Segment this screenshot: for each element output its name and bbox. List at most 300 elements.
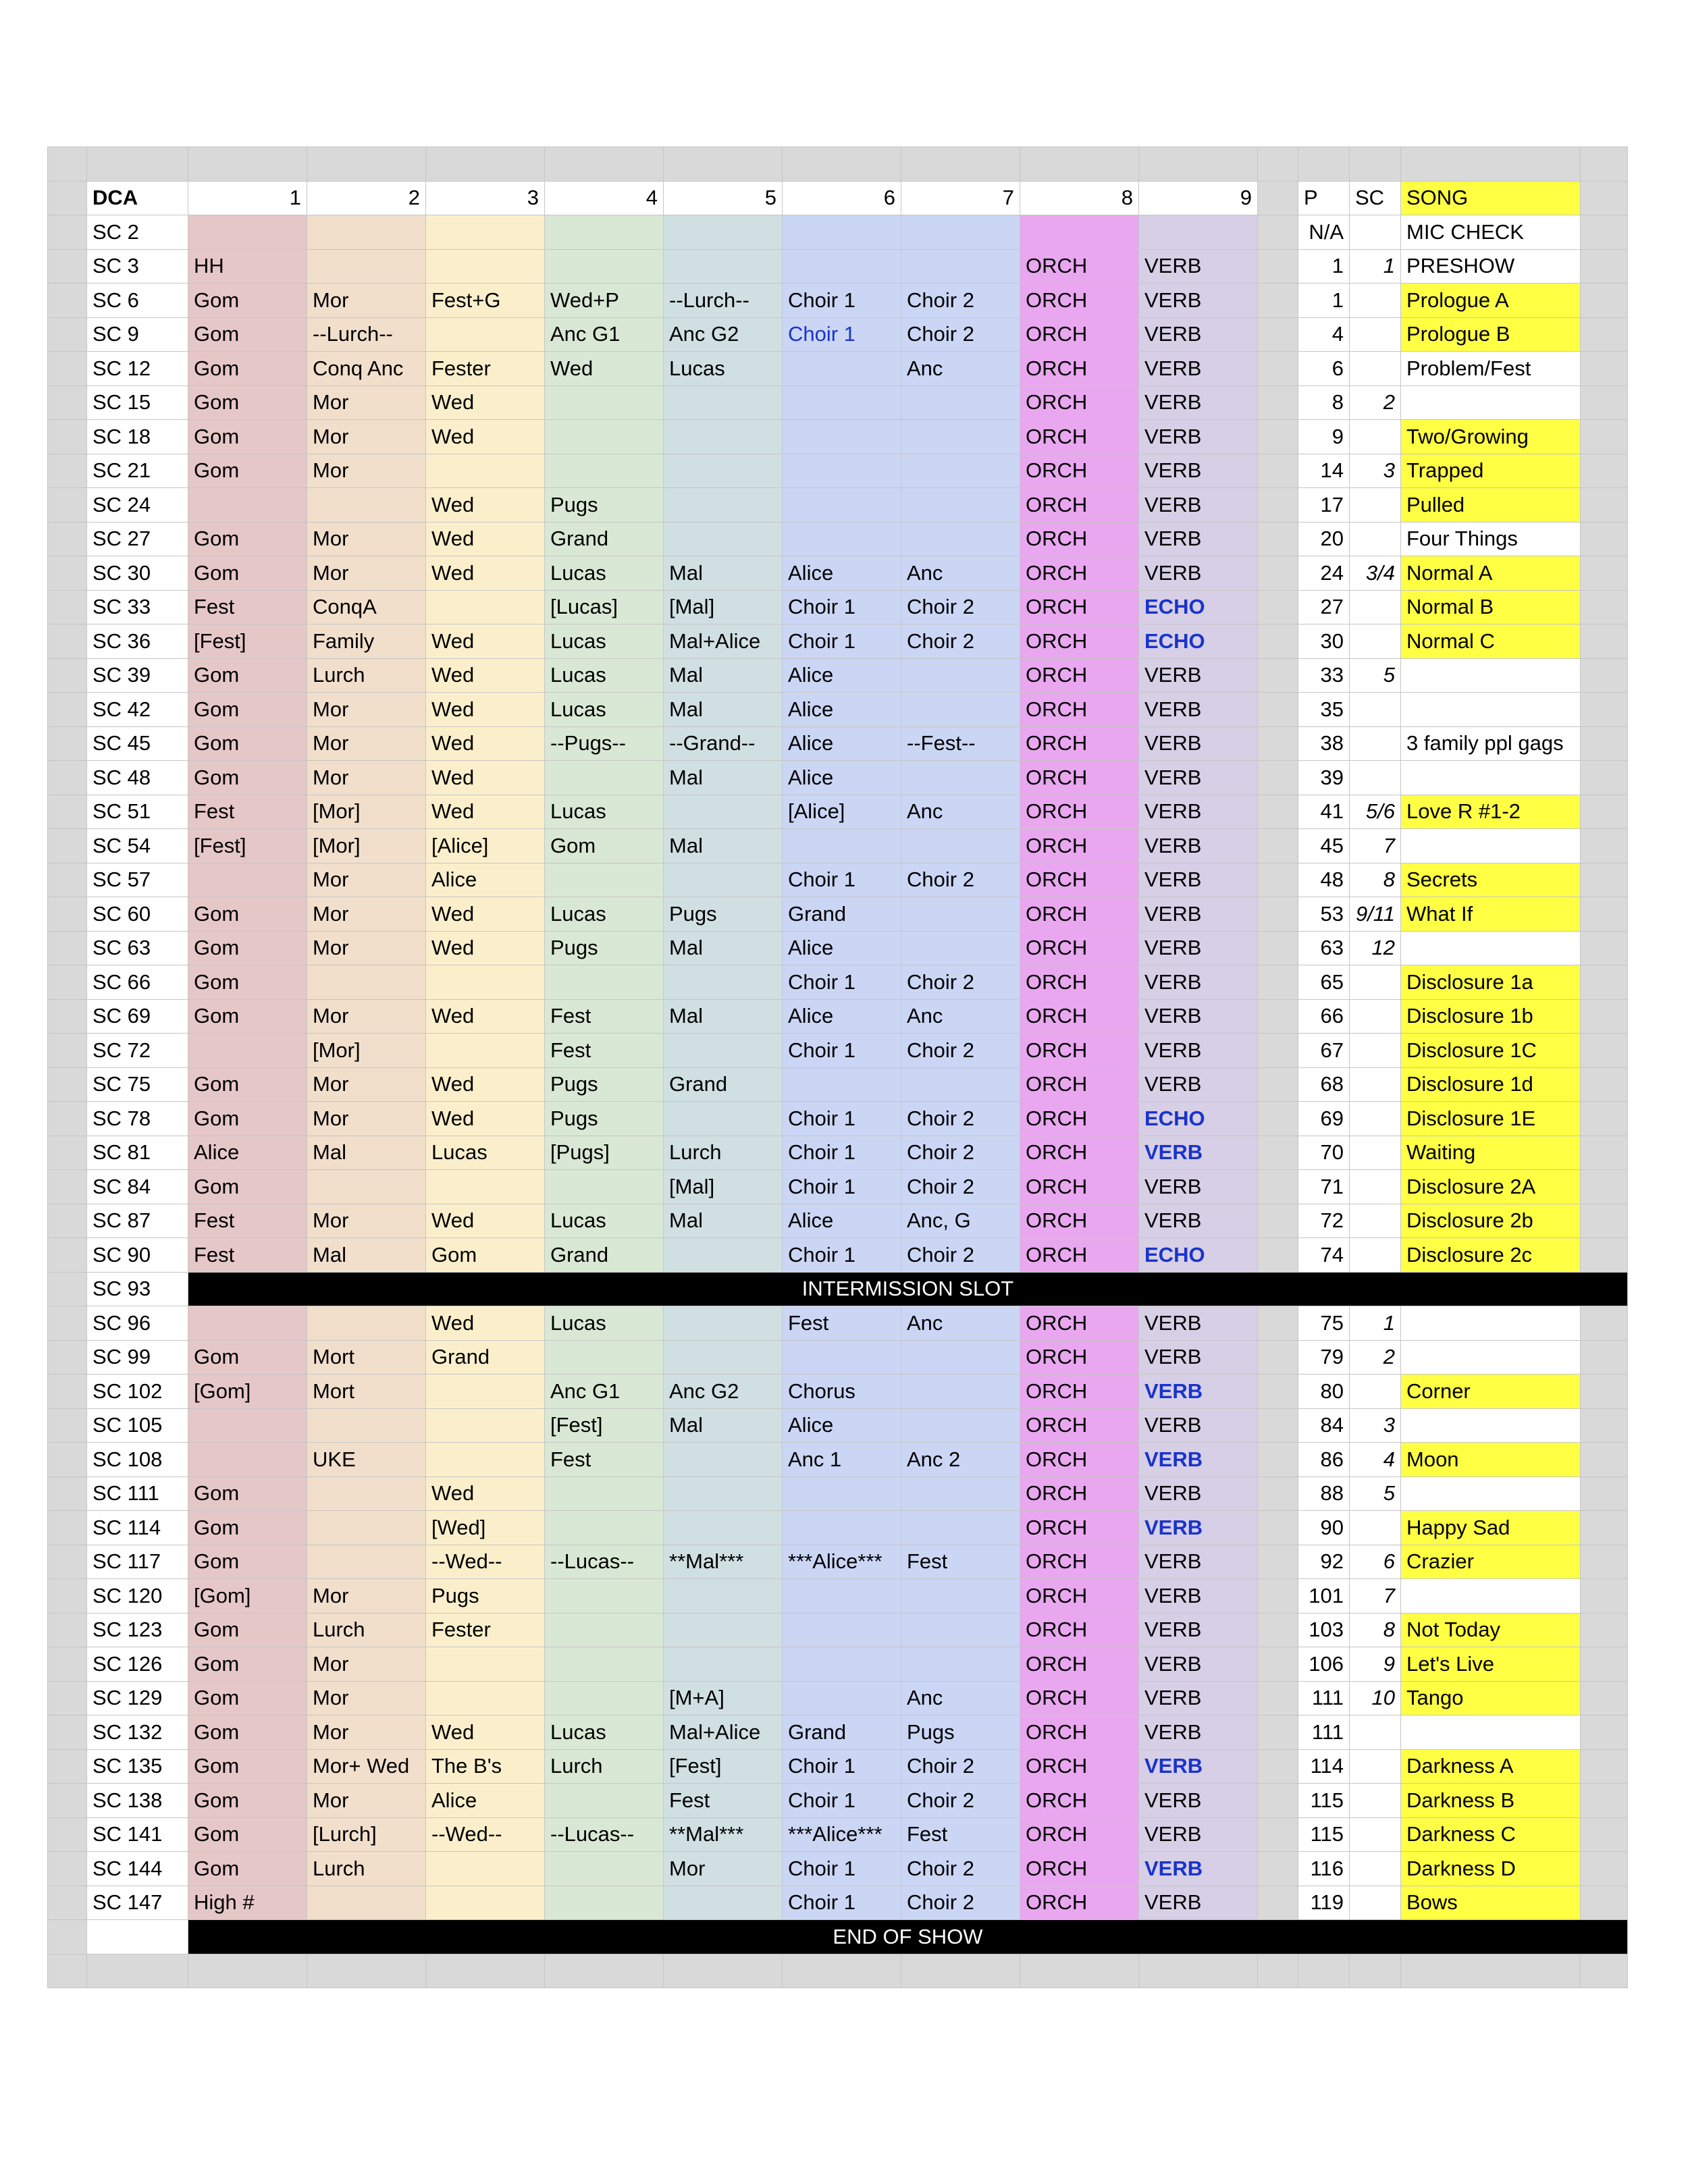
scene-number[interactable]: 6 [1350, 1545, 1401, 1579]
scene-label[interactable]: SC 9 [87, 317, 188, 352]
dca-cell-8[interactable]: ORCH [1020, 1647, 1139, 1682]
dca-cell-9[interactable]: VERB [1139, 1511, 1258, 1545]
dca-cell-2[interactable] [307, 965, 426, 1000]
dca-cell-5[interactable] [664, 385, 783, 420]
dca-cell-7[interactable] [901, 1375, 1020, 1409]
scene-number[interactable] [1350, 624, 1401, 659]
song-name[interactable] [1401, 1340, 1581, 1375]
dca-cell-7[interactable] [901, 1340, 1020, 1375]
dca-cell-9[interactable]: VERB [1139, 863, 1258, 897]
scene-label[interactable]: SC 99 [87, 1340, 188, 1375]
dca-cell-1[interactable]: Gom [188, 1102, 307, 1136]
dca-cell-4[interactable]: [Pugs] [545, 1136, 664, 1170]
dca-cell-8[interactable]: ORCH [1020, 1102, 1139, 1136]
dca-cell-6[interactable]: Alice [783, 999, 901, 1034]
song-name[interactable]: Disclosure 1b [1401, 999, 1581, 1034]
dca-cell-4[interactable]: Fest [545, 999, 664, 1034]
dca-cell-4[interactable] [545, 965, 664, 1000]
dca-cell-6[interactable]: Alice [783, 693, 901, 727]
scene-label[interactable]: SC 90 [87, 1238, 188, 1273]
dca-cell-2[interactable]: Lurch [307, 1613, 426, 1647]
dca-cell-1[interactable]: Gom [188, 1067, 307, 1102]
dca-cell-4[interactable] [545, 863, 664, 897]
dca-cell-4[interactable]: Grand [545, 1238, 664, 1273]
dca-cell-8[interactable]: ORCH [1020, 1613, 1139, 1647]
dca-cell-2[interactable]: Mor+ Wed [307, 1749, 426, 1784]
dca-cell-2[interactable]: Mor [307, 1715, 426, 1750]
dca-cell-9[interactable]: ECHO [1139, 1238, 1258, 1273]
dca-cell-9[interactable]: ECHO [1139, 590, 1258, 624]
scene-number[interactable]: 5 [1350, 1476, 1401, 1511]
dca-cell-7[interactable] [901, 829, 1020, 863]
dca-cell-4[interactable] [545, 1784, 664, 1818]
dca-cell-8[interactable]: ORCH [1020, 1579, 1139, 1614]
dca-cell-2[interactable]: --Lurch-- [307, 317, 426, 352]
dca-cell-6[interactable]: Choir 1 [783, 1784, 901, 1818]
dca-cell-9[interactable]: VERB [1139, 1443, 1258, 1477]
dca-cell-3[interactable]: [Wed] [426, 1511, 545, 1545]
song-name[interactable] [1401, 1408, 1581, 1443]
page-number[interactable]: 65 [1298, 965, 1350, 1000]
song-name[interactable]: Disclosure 1d [1401, 1067, 1581, 1102]
scene-number[interactable]: 1 [1350, 1306, 1401, 1341]
dca-cell-6[interactable] [783, 420, 901, 454]
dca-cell-6[interactable] [783, 1067, 901, 1102]
dca-cell-1[interactable] [188, 1408, 307, 1443]
dca-cell-5[interactable]: Mal [664, 1408, 783, 1443]
dca-cell-6[interactable] [783, 1511, 901, 1545]
scene-number[interactable] [1350, 1886, 1401, 1920]
dca-cell-7[interactable] [901, 693, 1020, 727]
song-name[interactable]: Trapped [1401, 454, 1581, 488]
dca-cell-4[interactable]: Grand [545, 522, 664, 556]
dca-cell-9[interactable]: VERB [1139, 249, 1258, 284]
scene-label[interactable]: SC 138 [87, 1784, 188, 1818]
dca-cell-5[interactable] [664, 522, 783, 556]
page-number[interactable]: 45 [1298, 829, 1350, 863]
scene-label[interactable]: SC 147 [87, 1886, 188, 1920]
page-number[interactable]: 86 [1298, 1443, 1350, 1477]
dca-cell-8[interactable]: ORCH [1020, 522, 1139, 556]
dca-cell-3[interactable]: Wed [426, 931, 545, 965]
dca-cell-6[interactable] [783, 249, 901, 284]
dca-cell-2[interactable]: Mort [307, 1340, 426, 1375]
dca-cell-3[interactable]: Wed [426, 999, 545, 1034]
page-number[interactable]: 70 [1298, 1136, 1350, 1170]
song-name[interactable]: Darkness B [1401, 1784, 1581, 1818]
dca-cell-1[interactable]: Gom [188, 693, 307, 727]
page-number[interactable]: 63 [1298, 931, 1350, 965]
dca-cell-7[interactable]: Anc [901, 1306, 1020, 1341]
dca-cell-7[interactable]: Choir 2 [901, 863, 1020, 897]
dca-cell-5[interactable]: [Mal] [664, 590, 783, 624]
dca-cell-5[interactable]: Grand [664, 1067, 783, 1102]
scene-label[interactable]: SC 57 [87, 863, 188, 897]
scene-label[interactable]: SC 33 [87, 590, 188, 624]
dca-cell-8[interactable]: ORCH [1020, 624, 1139, 659]
dca-cell-3[interactable]: --Wed-- [426, 1545, 545, 1579]
page-number[interactable]: 88 [1298, 1476, 1350, 1511]
dca-cell-4[interactable]: Lucas [545, 897, 664, 932]
page-number[interactable]: 69 [1298, 1102, 1350, 1136]
scene-number[interactable]: 9 [1350, 1647, 1401, 1682]
dca-cell-3[interactable]: Wed [426, 522, 545, 556]
dca-cell-5[interactable] [664, 1443, 783, 1477]
scene-number[interactable] [1350, 1204, 1401, 1238]
dca-cell-1[interactable]: Gom [188, 761, 307, 795]
dca-cell-1[interactable]: High # [188, 1886, 307, 1920]
song-name[interactable]: Problem/Fest [1401, 352, 1581, 386]
dca-cell-5[interactable] [664, 1476, 783, 1511]
scene-label[interactable]: SC 21 [87, 454, 188, 488]
dca-cell-2[interactable]: Mor [307, 999, 426, 1034]
scene-label[interactable]: SC 60 [87, 897, 188, 932]
dca-cell-1[interactable]: [Fest] [188, 624, 307, 659]
song-name[interactable]: Disclosure 1C [1401, 1034, 1581, 1068]
dca-cell-9[interactable]: VERB [1139, 965, 1258, 1000]
dca-cell-9[interactable]: VERB [1139, 1340, 1258, 1375]
dca-cell-4[interactable]: Lucas [545, 1204, 664, 1238]
scene-label[interactable]: SC 24 [87, 488, 188, 523]
dca-cell-5[interactable] [664, 249, 783, 284]
dca-cell-6[interactable]: Choir 1 [783, 1170, 901, 1204]
dca-cell-7[interactable]: Choir 2 [901, 1034, 1020, 1068]
dca-cell-5[interactable]: **Mal*** [664, 1545, 783, 1579]
dca-cell-1[interactable]: Gom [188, 454, 307, 488]
dca-cell-9[interactable]: VERB [1139, 385, 1258, 420]
dca-cell-3[interactable] [426, 317, 545, 352]
dca-cell-1[interactable] [188, 215, 307, 250]
song-name[interactable]: Bows [1401, 1886, 1581, 1920]
dca-cell-3[interactable]: [Alice] [426, 829, 545, 863]
dca-cell-7[interactable] [901, 1067, 1020, 1102]
dca-cell-2[interactable]: Mor [307, 897, 426, 932]
dca-cell-2[interactable]: Mor [307, 522, 426, 556]
dca-cell-9[interactable]: VERB [1139, 1204, 1258, 1238]
song-name[interactable]: Not Today [1401, 1613, 1581, 1647]
dca-cell-3[interactable]: Fester [426, 352, 545, 386]
page-number[interactable]: 68 [1298, 1067, 1350, 1102]
scene-number[interactable] [1350, 590, 1401, 624]
scene-number[interactable]: 4 [1350, 1443, 1401, 1477]
scene-number[interactable]: 9/11 [1350, 897, 1401, 932]
dca-cell-8[interactable]: ORCH [1020, 249, 1139, 284]
dca-cell-7[interactable] [901, 1511, 1020, 1545]
dca-cell-4[interactable] [545, 249, 664, 284]
song-name[interactable] [1401, 658, 1581, 693]
dca-cell-8[interactable]: ORCH [1020, 1408, 1139, 1443]
page-number[interactable]: 71 [1298, 1170, 1350, 1204]
scene-number[interactable] [1350, 1749, 1401, 1784]
dca-cell-8[interactable]: ORCH [1020, 1852, 1139, 1886]
song-name[interactable] [1401, 1579, 1581, 1614]
scene-label[interactable]: SC 6 [87, 284, 188, 318]
song-name[interactable] [1401, 829, 1581, 863]
scene-label[interactable]: SC 75 [87, 1067, 188, 1102]
dca-cell-5[interactable]: Lurch [664, 1136, 783, 1170]
dca-cell-7[interactable] [901, 761, 1020, 795]
dca-cell-5[interactable] [664, 1511, 783, 1545]
scene-number[interactable]: 10 [1350, 1681, 1401, 1715]
dca-cell-5[interactable]: Mal [664, 658, 783, 693]
page-number[interactable]: 33 [1298, 658, 1350, 693]
dca-cell-6[interactable] [783, 1647, 901, 1682]
dca-cell-4[interactable]: Wed [545, 352, 664, 386]
song-name[interactable]: Corner [1401, 1375, 1581, 1409]
dca-cell-2[interactable]: Lurch [307, 1852, 426, 1886]
dca-cell-3[interactable]: Alice [426, 863, 545, 897]
scene-number[interactable] [1350, 1136, 1401, 1170]
dca-cell-7[interactable]: Choir 2 [901, 1102, 1020, 1136]
dca-cell-9[interactable]: VERB [1139, 1886, 1258, 1920]
dca-cell-5[interactable]: Mal [664, 761, 783, 795]
dca-cell-6[interactable]: Alice [783, 556, 901, 591]
dca-cell-5[interactable]: Mal [664, 556, 783, 591]
song-name[interactable]: 3 family ppl gags [1401, 726, 1581, 761]
dca-cell-9[interactable]: ECHO [1139, 624, 1258, 659]
song-name[interactable]: Normal B [1401, 590, 1581, 624]
dca-cell-6[interactable]: Choir 1 [783, 1136, 901, 1170]
dca-cell-7[interactable] [901, 249, 1020, 284]
dca-cell-1[interactable]: Gom [188, 658, 307, 693]
dca-cell-2[interactable]: [Mor] [307, 1034, 426, 1068]
page-number[interactable]: 14 [1298, 454, 1350, 488]
dca-cell-2[interactable] [307, 1886, 426, 1920]
header-p[interactable]: P [1298, 181, 1350, 215]
dca-cell-4[interactable]: Fest [545, 1034, 664, 1068]
dca-cell-1[interactable]: HH [188, 249, 307, 284]
dca-cell-5[interactable]: **Mal*** [664, 1817, 783, 1852]
dca-cell-3[interactable]: Wed [426, 488, 545, 523]
dca-cell-1[interactable]: Gom [188, 284, 307, 318]
dca-cell-9[interactable]: VERB [1139, 931, 1258, 965]
scene-label[interactable]: SC 51 [87, 795, 188, 829]
dca-cell-2[interactable]: Mor [307, 1204, 426, 1238]
scene-number[interactable]: 2 [1350, 1340, 1401, 1375]
dca-cell-3[interactable] [426, 965, 545, 1000]
scene-number[interactable] [1350, 1238, 1401, 1273]
scene-number[interactable] [1350, 999, 1401, 1034]
dca-cell-9[interactable]: VERB [1139, 1784, 1258, 1818]
dca-cell-2[interactable]: Mor [307, 863, 426, 897]
dca-cell-1[interactable] [188, 488, 307, 523]
scene-number[interactable]: 3 [1350, 454, 1401, 488]
dca-cell-4[interactable] [545, 454, 664, 488]
dca-cell-4[interactable]: [Lucas] [545, 590, 664, 624]
dca-cell-7[interactable]: Choir 2 [901, 1238, 1020, 1273]
dca-cell-2[interactable]: Mor [307, 1102, 426, 1136]
scene-number[interactable] [1350, 1034, 1401, 1068]
dca-cell-8[interactable]: ORCH [1020, 590, 1139, 624]
scene-label[interactable]: SC 102 [87, 1375, 188, 1409]
dca-cell-3[interactable] [426, 1647, 545, 1682]
dca-cell-8[interactable]: ORCH [1020, 1306, 1139, 1341]
scene-label[interactable]: SC 141 [87, 1817, 188, 1852]
page-number[interactable]: 38 [1298, 726, 1350, 761]
dca-cell-5[interactable]: Mal [664, 829, 783, 863]
dca-cell-2[interactable]: UKE [307, 1443, 426, 1477]
dca-cell-1[interactable]: Gom [188, 999, 307, 1034]
dca-cell-4[interactable] [545, 1511, 664, 1545]
scene-number[interactable]: 1 [1350, 249, 1401, 284]
dca-cell-1[interactable]: Gom [188, 1681, 307, 1715]
dca-cell-5[interactable] [664, 1034, 783, 1068]
song-name[interactable] [1401, 1715, 1581, 1750]
scene-label[interactable]: SC 15 [87, 385, 188, 420]
dca-cell-3[interactable]: Grand [426, 1340, 545, 1375]
scene-label[interactable]: SC 12 [87, 352, 188, 386]
dca-cell-8[interactable]: ORCH [1020, 1545, 1139, 1579]
scene-label[interactable]: SC 93 [87, 1272, 188, 1306]
dca-cell-1[interactable]: Gom [188, 1749, 307, 1784]
dca-cell-3[interactable] [426, 1852, 545, 1886]
dca-cell-7[interactable] [901, 215, 1020, 250]
dca-cell-5[interactable]: --Lurch-- [664, 284, 783, 318]
scene-label[interactable]: SC 66 [87, 965, 188, 1000]
dca-cell-2[interactable] [307, 1511, 426, 1545]
scene-label[interactable]: SC 36 [87, 624, 188, 659]
dca-cell-8[interactable]: ORCH [1020, 1817, 1139, 1852]
scene-number[interactable] [1350, 1511, 1401, 1545]
scene-label[interactable]: SC 3 [87, 249, 188, 284]
song-name[interactable]: Let's Live [1401, 1647, 1581, 1682]
dca-cell-5[interactable]: Anc G2 [664, 317, 783, 352]
dca-cell-4[interactable] [545, 1170, 664, 1204]
dca-cell-7[interactable]: Pugs [901, 1715, 1020, 1750]
dca-cell-4[interactable] [545, 1852, 664, 1886]
song-name[interactable]: Four Things [1401, 522, 1581, 556]
dca-cell-8[interactable]: ORCH [1020, 1375, 1139, 1409]
dca-cell-1[interactable]: Gom [188, 1511, 307, 1545]
dca-cell-4[interactable] [545, 1647, 664, 1682]
page-number[interactable]: 35 [1298, 693, 1350, 727]
dca-cell-4[interactable]: --Pugs-- [545, 726, 664, 761]
dca-cell-8[interactable]: ORCH [1020, 1511, 1139, 1545]
page-number[interactable]: 53 [1298, 897, 1350, 932]
dca-cell-4[interactable]: Pugs [545, 488, 664, 523]
scene-label[interactable]: SC 126 [87, 1647, 188, 1682]
dca-cell-8[interactable]: ORCH [1020, 999, 1139, 1034]
page-number[interactable]: 119 [1298, 1886, 1350, 1920]
dca-cell-9[interactable]: VERB [1139, 1408, 1258, 1443]
dca-cell-9[interactable]: VERB [1139, 897, 1258, 932]
dca-cell-2[interactable] [307, 1545, 426, 1579]
page-number[interactable]: 8 [1298, 385, 1350, 420]
dca-cell-3[interactable]: Lucas [426, 1136, 545, 1170]
dca-cell-6[interactable] [783, 522, 901, 556]
dca-cell-6[interactable]: Choir 1 [783, 965, 901, 1000]
header-col-4[interactable]: 4 [545, 181, 664, 215]
dca-cell-9[interactable]: VERB [1139, 1749, 1258, 1784]
dca-cell-9[interactable]: VERB [1139, 829, 1258, 863]
dca-cell-9[interactable]: VERB [1139, 658, 1258, 693]
dca-cell-2[interactable]: [Mor] [307, 795, 426, 829]
dca-cell-6[interactable]: ***Alice*** [783, 1545, 901, 1579]
dca-cell-3[interactable] [426, 1681, 545, 1715]
dca-cell-1[interactable]: Gom [188, 931, 307, 965]
dca-cell-1[interactable]: Gom [188, 385, 307, 420]
dca-cell-1[interactable] [188, 1306, 307, 1341]
dca-cell-3[interactable]: Wed [426, 1476, 545, 1511]
page-number[interactable]: 30 [1298, 624, 1350, 659]
dca-cell-9[interactable]: VERB [1139, 1613, 1258, 1647]
page-number[interactable]: 111 [1298, 1681, 1350, 1715]
dca-cell-6[interactable] [783, 385, 901, 420]
dca-cell-7[interactable]: Choir 2 [901, 590, 1020, 624]
dca-cell-4[interactable]: Lurch [545, 1749, 664, 1784]
dca-cell-5[interactable]: [Mal] [664, 1170, 783, 1204]
dca-cell-9[interactable]: VERB [1139, 1817, 1258, 1852]
dca-cell-8[interactable]: ORCH [1020, 863, 1139, 897]
dca-cell-6[interactable] [783, 1613, 901, 1647]
dca-cell-1[interactable]: Fest [188, 795, 307, 829]
scene-number[interactable] [1350, 965, 1401, 1000]
page-number[interactable]: 72 [1298, 1204, 1350, 1238]
dca-cell-3[interactable] [426, 215, 545, 250]
song-name[interactable] [1401, 931, 1581, 965]
dca-cell-9[interactable]: VERB [1139, 1647, 1258, 1682]
dca-cell-9[interactable]: VERB [1139, 1170, 1258, 1204]
dca-cell-6[interactable] [783, 1476, 901, 1511]
scene-number[interactable] [1350, 215, 1401, 250]
scene-label[interactable]: SC 42 [87, 693, 188, 727]
dca-cell-8[interactable]: ORCH [1020, 284, 1139, 318]
scene-number[interactable]: 7 [1350, 1579, 1401, 1614]
dca-cell-7[interactable] [901, 385, 1020, 420]
scene-number[interactable] [1350, 420, 1401, 454]
dca-cell-9[interactable] [1139, 215, 1258, 250]
dca-cell-8[interactable]: ORCH [1020, 1170, 1139, 1204]
dca-cell-1[interactable]: Gom [188, 1340, 307, 1375]
dca-cell-3[interactable]: Wed [426, 897, 545, 932]
header-col-7[interactable]: 7 [901, 181, 1020, 215]
dca-cell-3[interactable] [426, 1443, 545, 1477]
dca-cell-1[interactable]: Gom [188, 1613, 307, 1647]
scene-number[interactable]: 8 [1350, 863, 1401, 897]
song-name[interactable]: Darkness D [1401, 1852, 1581, 1886]
dca-cell-5[interactable]: Mal [664, 693, 783, 727]
dca-cell-8[interactable]: ORCH [1020, 795, 1139, 829]
page-number[interactable]: 92 [1298, 1545, 1350, 1579]
song-name[interactable] [1401, 1306, 1581, 1341]
dca-cell-4[interactable]: Fest [545, 1443, 664, 1477]
song-name[interactable]: Tango [1401, 1681, 1581, 1715]
page-number[interactable]: 67 [1298, 1034, 1350, 1068]
dca-cell-9[interactable]: VERB [1139, 761, 1258, 795]
dca-cell-9[interactable]: VERB [1139, 284, 1258, 318]
scene-number[interactable] [1350, 693, 1401, 727]
song-name[interactable]: Disclosure 1E [1401, 1102, 1581, 1136]
dca-cell-7[interactable] [901, 454, 1020, 488]
dca-cell-2[interactable]: Mor [307, 1579, 426, 1614]
page-number[interactable]: 17 [1298, 488, 1350, 523]
scene-number[interactable] [1350, 317, 1401, 352]
dca-cell-8[interactable]: ORCH [1020, 454, 1139, 488]
dca-cell-4[interactable]: Lucas [545, 1306, 664, 1341]
dca-cell-8[interactable]: ORCH [1020, 317, 1139, 352]
dca-cell-3[interactable]: Wed [426, 658, 545, 693]
song-name[interactable] [1401, 761, 1581, 795]
dca-cell-1[interactable]: Gom [188, 1715, 307, 1750]
dca-cell-2[interactable]: Mor [307, 693, 426, 727]
dca-cell-3[interactable]: --Wed-- [426, 1817, 545, 1852]
dca-cell-6[interactable]: Alice [783, 726, 901, 761]
dca-cell-8[interactable]: ORCH [1020, 1136, 1139, 1170]
dca-cell-6[interactable]: Grand [783, 897, 901, 932]
page-number[interactable]: 24 [1298, 556, 1350, 591]
dca-cell-6[interactable]: Alice [783, 761, 901, 795]
dca-cell-3[interactable]: Wed [426, 1306, 545, 1341]
